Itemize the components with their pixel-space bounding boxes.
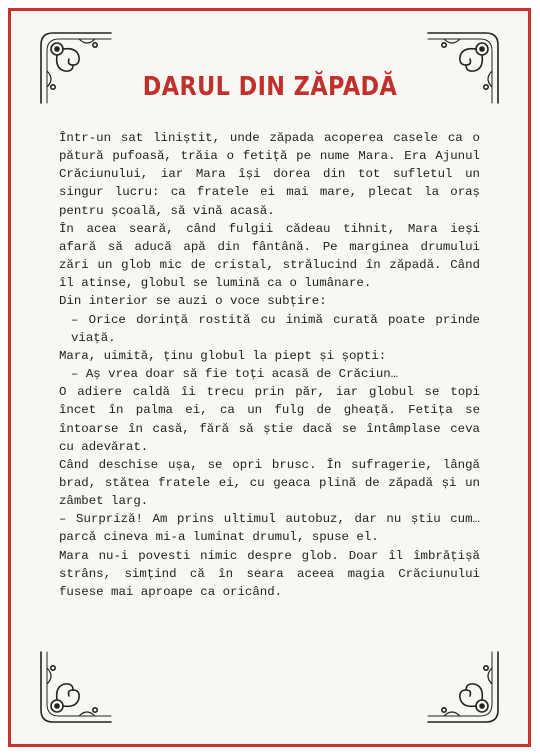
- story-text: [59, 129, 480, 601]
- paragraph: Din interior se auzi o voce subțire:: [59, 294, 327, 309]
- paragraph: O adiere caldă îi trecu prin păr, iar globul se topi încet în palma ei, ca un fulg de gheață. Fetița se întoarse în casă, fără să știe dacă se întâmplase ceva cu adevărat.: [59, 385, 480, 454]
- paragraph: Când deschise ușa, se opri brusc. În sufragerie, lângă brad, stătea fratele ei, cu geaca plină de zăpadă și un zâmbet larg.: [59, 457, 480, 509]
- dialogue-line: – Surpriză! Am prins ultimul autobuz, dar nu știu cum… parcă cineva mi-a luminat drumul, spuse el.: [59, 512, 480, 545]
- paragraph: Mara, uimită, ținu globul la piept și șopti:: [59, 348, 387, 363]
- flourish-corner-icon: [33, 650, 113, 730]
- paragraph: Mara nu-i povesti nimic despre glob. Doar îl îmbrățișă strâns, simțind că în seara aceea magia Crăciunului fusese mai aproape ca oricând.: [59, 548, 480, 599]
- paragraph: În acea seară, când fulgii cădeau tihnit, Mara ieși afară să aducă apă din fântână. Pe marginea drumului zări un glob mic de cristal, strălucind în zăpadă. Când îl atinse, globul se lumină ca o lumânare.: [59, 221, 480, 291]
- flourish-corner-icon: [426, 650, 506, 730]
- dialogue-line: – Aș vrea doar să fie toți acasă de Crăciun…: [71, 367, 399, 382]
- page-title: DARUL DIN ZĂPADĂ: [142, 72, 398, 102]
- dialogue-line: – Orice dorință rostită cu inimă curată poate prinde viață.: [71, 312, 480, 345]
- paragraph: Într-un sat liniștit, unde zăpada acoperea casele ca o pătură pufoasă, trăia o fetiță pe nume Mara. Era Ajunul Crăciunului, iar Mara își dorea din tot sufletul un singur lucru: ca fratele ei mai mare, plecat la oraș pentru școală, să vină acasă.: [59, 131, 480, 218]
